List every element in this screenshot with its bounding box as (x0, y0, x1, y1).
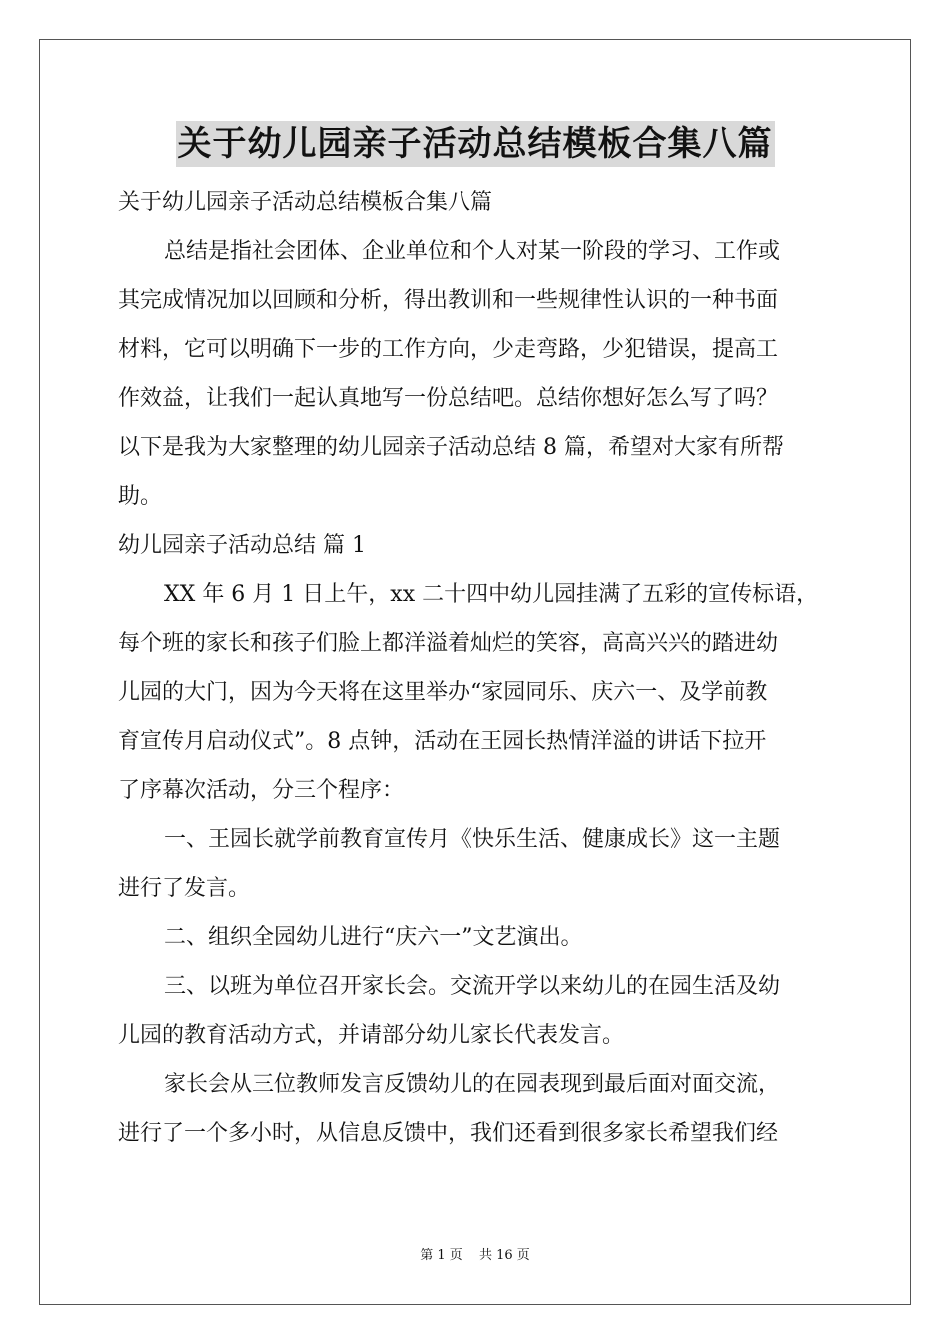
paragraph-line: 了序幕次活动，分三个程序： (118, 778, 405, 803)
paragraph-line: 儿园的大门，因为今天将在这里举办“家园同乐、庆六一、及学前教 (118, 680, 768, 705)
paragraph-line: 三、以班为单位召开家长会。交流开学以来幼儿的在园生活及幼 (164, 974, 781, 999)
paragraph-line: 每个班的家长和孩子们脸上都洋溢着灿烂的笑容，高高兴兴的踏进幼 (118, 631, 779, 656)
document-body (118, 178, 838, 1158)
section-heading: 幼儿园亲子活动总结 篇 1 (118, 533, 366, 558)
subtitle-line: 关于幼儿园亲子活动总结模板合集八篇 (118, 190, 493, 215)
paragraph-line: 二、组织全园幼儿进行“庆六一”文艺演出。 (164, 925, 583, 950)
paragraph-line: 总结是指社会团体、企业单位和个人对某一阶段的学习、工作或 (164, 239, 781, 264)
page-total: 共 16 页 (478, 1248, 530, 1263)
paragraph-line: 家长会从三位教师发言反馈幼儿的在园表现到最后面对面交流， (164, 1072, 781, 1097)
paragraph-line: 儿园的教育活动方式，并请部分幼儿家长代表发言。 (118, 1023, 625, 1048)
paragraph-line: 作效益，让我们一起认真地写一份总结吧。总结你想好怎么写了吗？ (118, 386, 779, 411)
page-number: 第 1 页 (420, 1248, 463, 1263)
paragraph-line: 其完成情况加以回顾和分析，得出教训和一些规律性认识的一种书面 (118, 288, 779, 313)
page-footer (0, 1246, 950, 1266)
document-title-text: 关于幼儿园亲子活动总结模板合集八篇 (176, 121, 775, 167)
paragraph-line: 一、王园长就学前教育宣传月《快乐生活、健康成长》这一主题 (164, 827, 781, 852)
paragraph-line: 材料，它可以明确下一步的工作方向，少走弯路，少犯错误，提高工 (118, 337, 779, 362)
paragraph-line: 助。 (118, 484, 163, 509)
paragraph-line: 进行了一个多小时，从信息反馈中，我们还看到很多家长希望我们经 (118, 1121, 779, 1146)
paragraph-line: 育宣传月启动仪式”。8 点钟，活动在王园长热情洋溢的讲话下拉开 (118, 729, 767, 754)
document-title (0, 121, 950, 167)
paragraph-line: 以下是我为大家整理的幼儿园亲子活动总结 8 篇，希望对大家有所帮 (118, 435, 784, 460)
paragraph-line: 进行了发言。 (118, 876, 251, 901)
paragraph-line: XX 年 6 月 1 日上午，xx 二十四中幼儿园挂满了五彩的宣传标语， (164, 582, 819, 607)
